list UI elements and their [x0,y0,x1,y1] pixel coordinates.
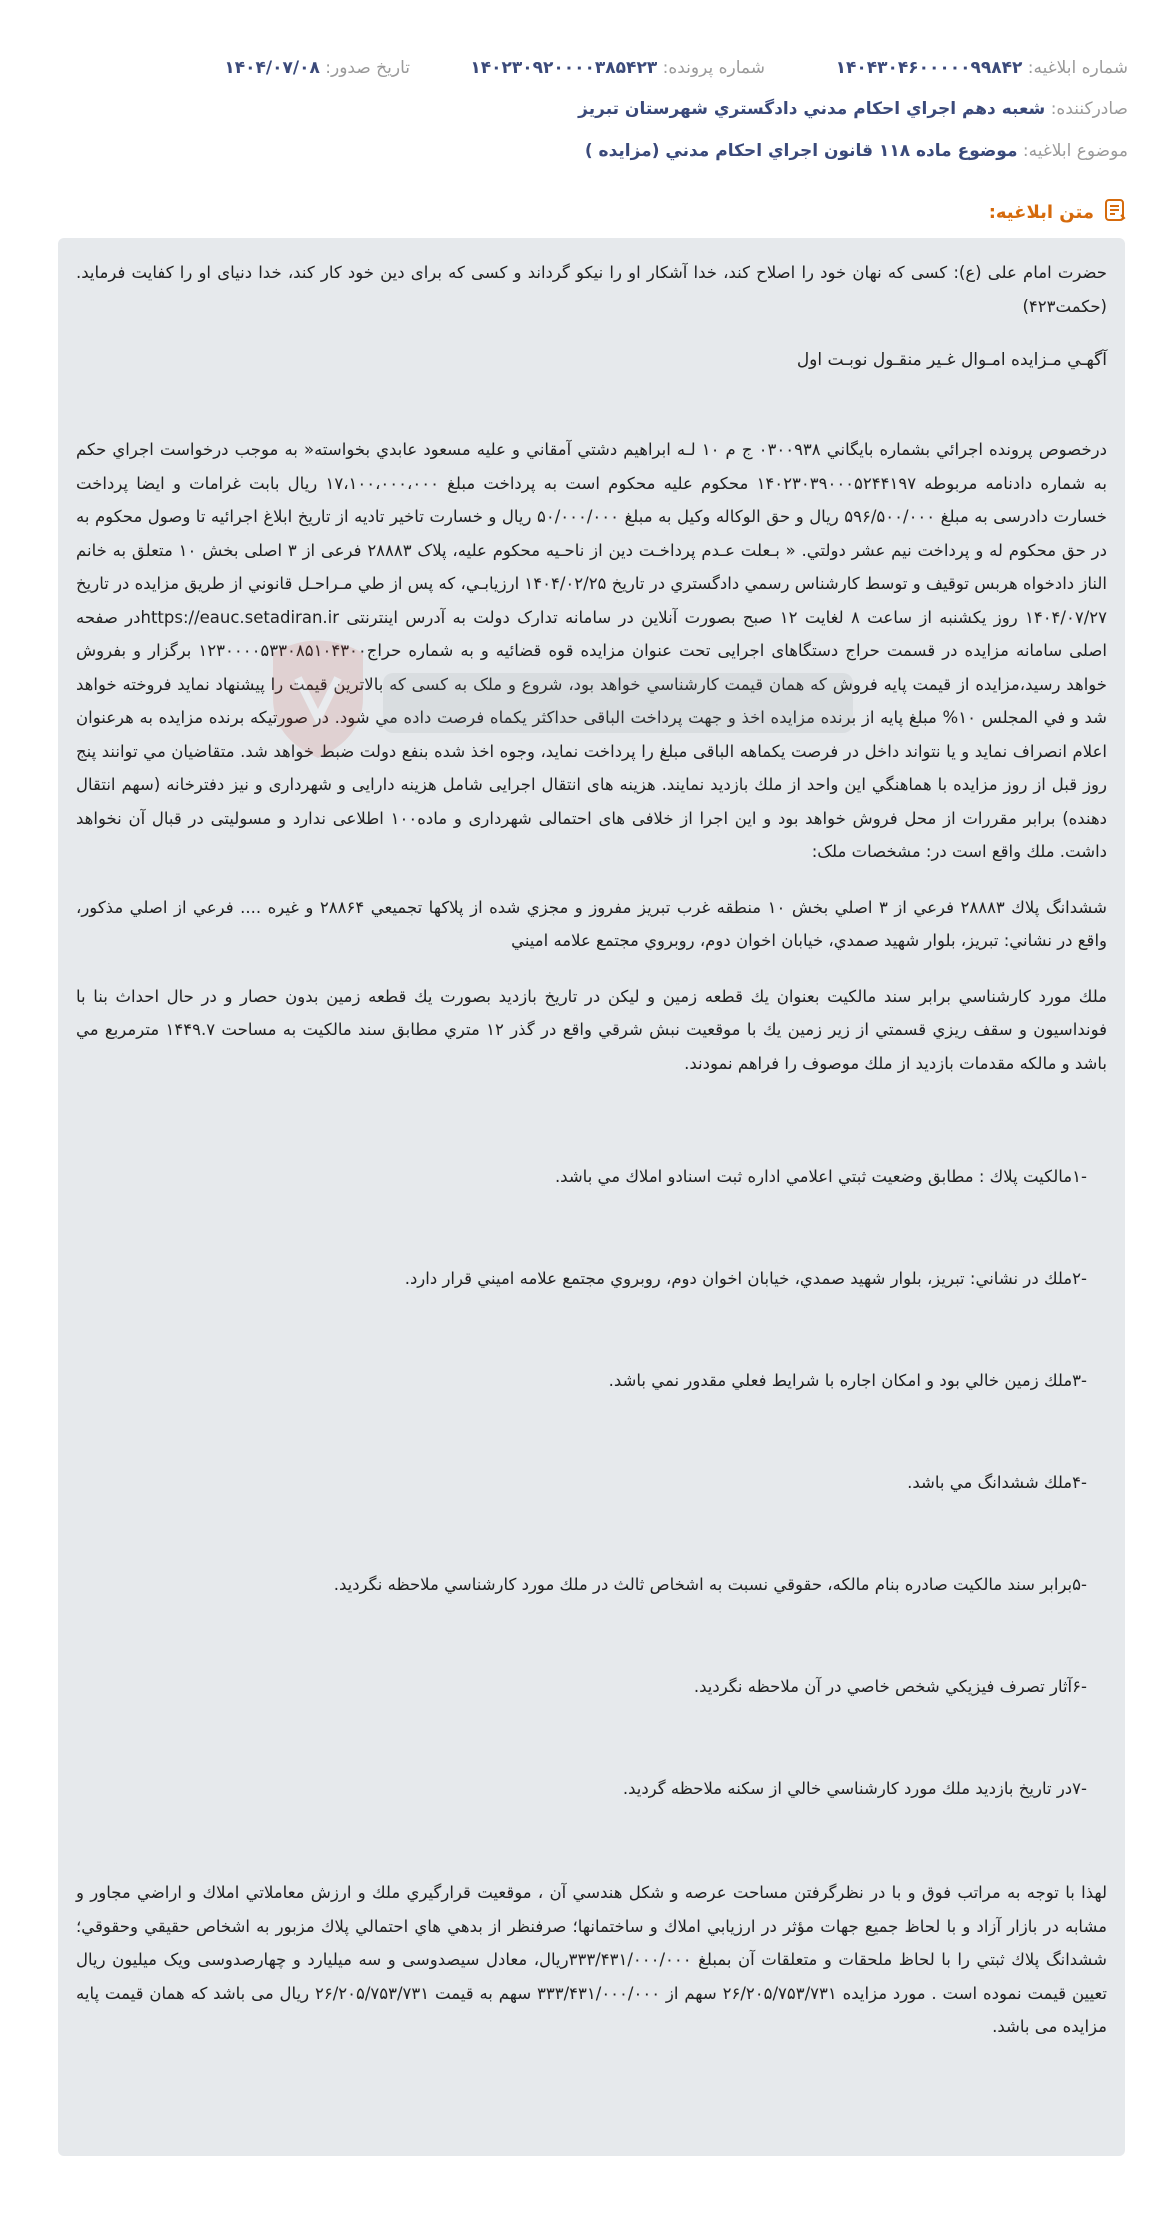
main-text-before-url: درخصوص پرونده اجرائي بشماره بايگاني ۰۳۰۰۹۳۸ ج م ۱۰ لـه ابراهيم دشتي آمقاني و عليه مسعود عابدي بخواسته« به موجب درخواست اجراي حكم به شماره دادنامه مربوطه ۱۴۰۲۳۰۳۹۰۰۰۵۲۴۴۱۹۷ محكوم عليه محكوم است به پرداخت مبلغ ۱۷،۱۰۰،۰۰۰،۰۰۰ ريال بابت غرامات و ايضا پرداخت خسارت دادرسی به مبلغ ۵۹۶/۵۰۰/۰۰۰ ريال و حق الوكاله وكيل به مبلغ ۵۰/۰۰۰/۰۰۰ ريال و خسارت تاخير تاديه از تاريخ ابلاغ اجرائيه تا وصول محكوم به در حق محكوم له و پرداخت نيم عشر دولتي. « بـعلت عـدم پرداخـت دين از ناحـيه محكوم عليه، پلاک ۲۸۸۸۳ فرعی از ۳ اصلی بخش ۱۰ متعلق به خانم الناز دادخواه هربس توقيف و توسط كارشناس رسمي دادگستري در تاريخ ۱۴۰۴/۰۲/۲۵ ارزيابـي، كه پس از طي مـراحـل قانوني از طريق مزايده در تاريخ ۱۴۰۴/۰۷/۲۷ روز يكشنبه از ساعت ۸ لغايت ۱۲ صبح بصورت آنلاين در سامانه تدارک دولت به آدرس اينترنتی [76,440,1107,627]
list-item: -۷در تاريخ بازديد ملك مورد كارشناسي خالي از سكنه ملاحظه گرديد. [622,1779,1087,1798]
main-text-after-url: در صفحه اصلی سامانه مزايده در قسمت حراج دستگاهای اجرايی تحت عنوان مزايده قوه قضائيه و به شماره حراج۱۲۳۰۰۰۰۵۳۳۰۸۵۱۰۴۳۰۰ برگزار و بفروش خواهد رسيد،مزايده از قيمت پايه فروش كه همان قيمت كارشناسي خواهد بود، شروع و ملک به کسی كه بالاترين قيمت را پيشنهاد نمايد فروخته خواهد شد و في المجلس ۱۰% مبلغ پايه از برنده مزايده اخذ و جهت پرداخت الباقی حداکثر يکماه فرصت داده مي شود. در صورتيكه برنده مزايده به هرعنوان اعلام انصراف نمايد و يا نتواند داخل در فرصت يكماهه الباقی مبلغ را پرداخت نمايد، وجوه اخذ شده بنفع دولت ضبط خواهد شد. متقاضيان مي توانند پنج روز قبل از روز مزايده با هماهنگي اين واحد از ملك بازديد نمايند. هزينه های انتقال اجرایی شامل هزینه دارايی و شهرداری و نيز دفترخانه (سهم انتقال دهنده) برابر مقررات از محل فروش خواهد بود و اين اجرا از خلافی های احتمالی شهرداری و ماده۱۰۰ اطلاعی ندارد و مسوليتی در قبال آن نخواهد داشت. ملك واقع است در: مشخصات ملک: [76,607,1108,861]
main-paragraph [76,433,1107,869]
conclusion-paragraph: لهذا با توجه به مراتب فوق و با در نظرگرفتن مساحت عرصه و شكل هندسي آن ، موقعيت قرارگيري ملك و ارزش معاملاتي املاك و اراضي مجاور و مشابه در بازار آزاد و با لحاظ جميع جهات مؤثر در ارزيابي املاك و ساختمانها؛ صرفنظر از بدهي هاي احتمالي پلاك مزبور به اشخاص حقيقي وحقوقي؛ ششدانگ پلاك ثبتي را با لحاظ ملحقات و متعلقات آن بمبلغ ۳۳۳/۴۳۱/۰۰۰/۰۰۰ريال، معادل سيصدوسی و سه ميليارد و چهارصدوسی ويک ميليون ريال تعيين قيمت نموده است . مورد مزايده ۲۶/۲۰۵/۷۵۳/۷۳۱ سهم از ۳۳۳/۴۳۱/۰۰۰/۰۰۰ سهم به قيمت ۲۶/۲۰۵/۷۵۳/۷۳۱ ريال می باشد که همان قيمت پايه مزايده می باشد. [76,1883,1108,2036]
notice-text-title: متن ابلاغیه: [988,202,1094,223]
issue-date [224,56,410,80]
issue-date-label: تاریخ صدور: [325,58,410,78]
list-item: -۴ملك ششدانگ مي باشد. [907,1473,1087,1492]
property-paragraph: ششدانگ پلاك ۲۸۸۸۳ فرعي از ۳ اصلي بخش ۱۰ منطقه غرب تبريز مفروز و مجزي شده از پلاكها تجميعي ۲۸۸۶۴ و غيره .... فرعي از اصلي مذكور، واقع در نشاني: تبريز، بلوار شهيد صمدي، خيابان اخوان دوم، روبروي مجتمع علامه اميني [76,897,1107,950]
issuer-label: صادرکننده: [1050,99,1128,119]
notice-number-label: شماره ابلاغیه: [1027,58,1128,78]
subject-value: موضوع ماده ۱۱۸ قانون اجراي احكام مدني (مزايده ) [584,141,1018,161]
issuer-value: شعبه دهم اجراي احكام مدني دادگستري شهرستان تبريز [578,99,1046,119]
issue-date-value: ۱۴۰۴/۰۷/۰۸ [224,58,320,78]
document-icon [1102,197,1128,228]
case-number [470,56,765,80]
list-item: -۳ملك زمين خالي بود و امكان اجاره با شرايط فعلي مقدور نمي باشد. [608,1371,1087,1390]
list-item: -۲ملك در نشاني: تبريز، بلوار شهيد صمدي، خيابان اخوان دوم، روبروي مجتمع علامه اميني قرار دارد. [404,1269,1087,1288]
issuer-row [46,97,1128,121]
notice-text-heading [989,197,1128,228]
subject-label: موضوع ابلاغیه: [1022,141,1128,161]
list-item: -۵برابر سند مالكيت صادره بنام مالكه، حقوقي نسبت به اشخاص ثالث در ملك مورد كارشناسي ملاحظه نگرديد. [333,1575,1087,1594]
subject-row [46,139,1128,163]
notice-content-box [58,238,1125,2156]
auction-site-link[interactable]: https://eauc.setadiran.ir [140,607,340,627]
notice-number [836,56,1128,80]
auction-title: آگهـي مـزايده امـوال غـير منقـول نوبـت اول [796,350,1107,370]
hadith-paragraph: حضرت امام علی (ع): کسی که نهان خود را اصلاح کند، خدا آشکار او را نیکو گرداند و کسی که برای دین خود کار کند، خدا دنیای او را کفایت فرماید.(حکمت۴۲۳) [76,263,1107,316]
list-item: -۶آثار تصرف فيزيكي شخص خاصي در آن ملاحظه نگرديد. [693,1677,1087,1696]
notice-number-value: ۱۴۰۴۳۰۴۶۰۰۰۰۰۹۹۸۴۲ [835,58,1023,78]
expert-paragraph: ملك مورد كارشناسي برابر سند مالكيت بعنوان يك قطعه زمين و ليكن در تاريخ بازديد بصورت يك قطعه زمين بدون حصار و در حال احداث بنا با فونداسيون و سقف ريزي قسمتي از زير زمين يك با موقعيت نبش شرقي واقع در گذر ۱۲ متري مطابق سند مالكيت به مساحت ۱۴۴۹.۷ مترمربع مي باشد و مالكه مقدمات بازديد از ملك موصوف را فراهم نمودند. [76,986,1107,1073]
case-number-label: شماره پرونده: [662,58,765,78]
case-number-value: ۱۴۰۲۳۰۹۲۰۰۰۰۳۸۵۴۲۳ [470,58,658,78]
list-item: -۱مالكيت پلاك : مطابق وضعيت ثبتي اعلامي اداره ثبت اسنادو املاك مي باشد. [554,1167,1087,1186]
